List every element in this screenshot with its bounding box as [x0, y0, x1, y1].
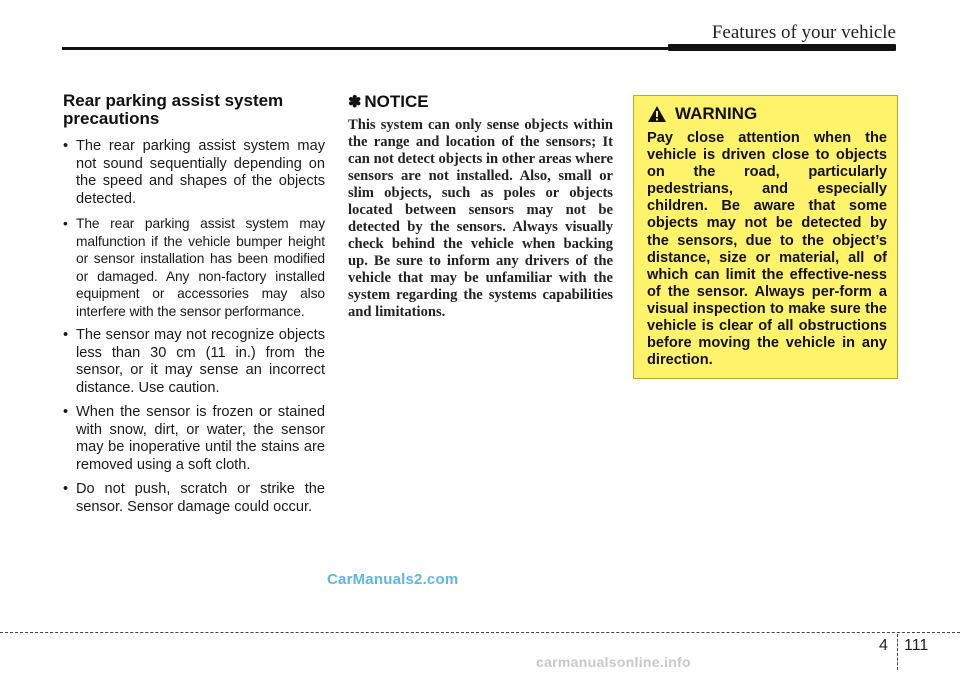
section-title: Rear parking assist system precautions	[63, 91, 284, 128]
notice-body: This system can only sense objects within the range and location of the sensors; It can not detect objects in other areas where sensors are not installed. Also, small or slim objects, such as poles or objects located between sensors may not be detected by the sensors. Always visually check behind the vehicle when backing up. Be sure to inform any drivers of the vehicle that may be unfamiliar with the system regarding the systems capabilities and limitations.	[348, 117, 613, 320]
warning-triangle-icon	[647, 105, 667, 123]
precautions-column	[63, 92, 325, 523]
list-item: • When the sensor is frozen or stained with snow, dirt, or water, the sensor may be inoperative until the stains are removed using a soft cloth.	[63, 404, 325, 474]
notice-heading	[348, 92, 613, 112]
notice-column	[348, 92, 613, 321]
footer-rule	[0, 632, 960, 633]
header-title: Features of your vehicle	[711, 22, 896, 43]
page-number: 111	[904, 637, 929, 654]
precautions-list	[63, 138, 325, 516]
list-item: • Do not push, scratch or strike the sensor. Sensor damage could occur.	[63, 481, 325, 516]
footer-site-watermark: carmanualsonline.info	[536, 654, 691, 670]
notice-star-icon: ✽	[348, 94, 362, 111]
list-item: • The sensor may not recognize objects less than 30 cm (11 in.) from the sensor, or it may sense an incorrect distance. Use caution.	[63, 327, 325, 397]
warning-box	[633, 95, 898, 379]
warning-title: WARNING	[675, 104, 758, 123]
footer-divider	[897, 634, 898, 670]
warning-body: Pay close attention when the vehicle is driven close to objects on the road, particularly pedestrians, and especially children. Be aware that some objects may not be detected by the sensors, due to the object’s distance, size or material, all of which can limit the effective-ness of the sensor. Always per-form a visual inspection to make sure the vehicle is clear of all obstructions before moving the vehicle in any direction.	[647, 130, 887, 369]
list-item: • The rear parking assist system may malfunction if the vehicle bumper height or sensor installation has been modified or damaged. Any non-factory installed equipment or accessories may also interfere with the sensor performance.	[63, 215, 325, 320]
list-item: • The rear parking assist system may not sound sequentially depending on the speed and shapes of the objects detected.	[63, 138, 325, 208]
watermark-link[interactable]: CarManuals2.com	[327, 571, 459, 588]
header-rule-accent	[668, 44, 896, 51]
notice-title: NOTICE	[364, 92, 429, 111]
section-number: 4	[879, 637, 888, 654]
warning-heading	[647, 104, 887, 124]
